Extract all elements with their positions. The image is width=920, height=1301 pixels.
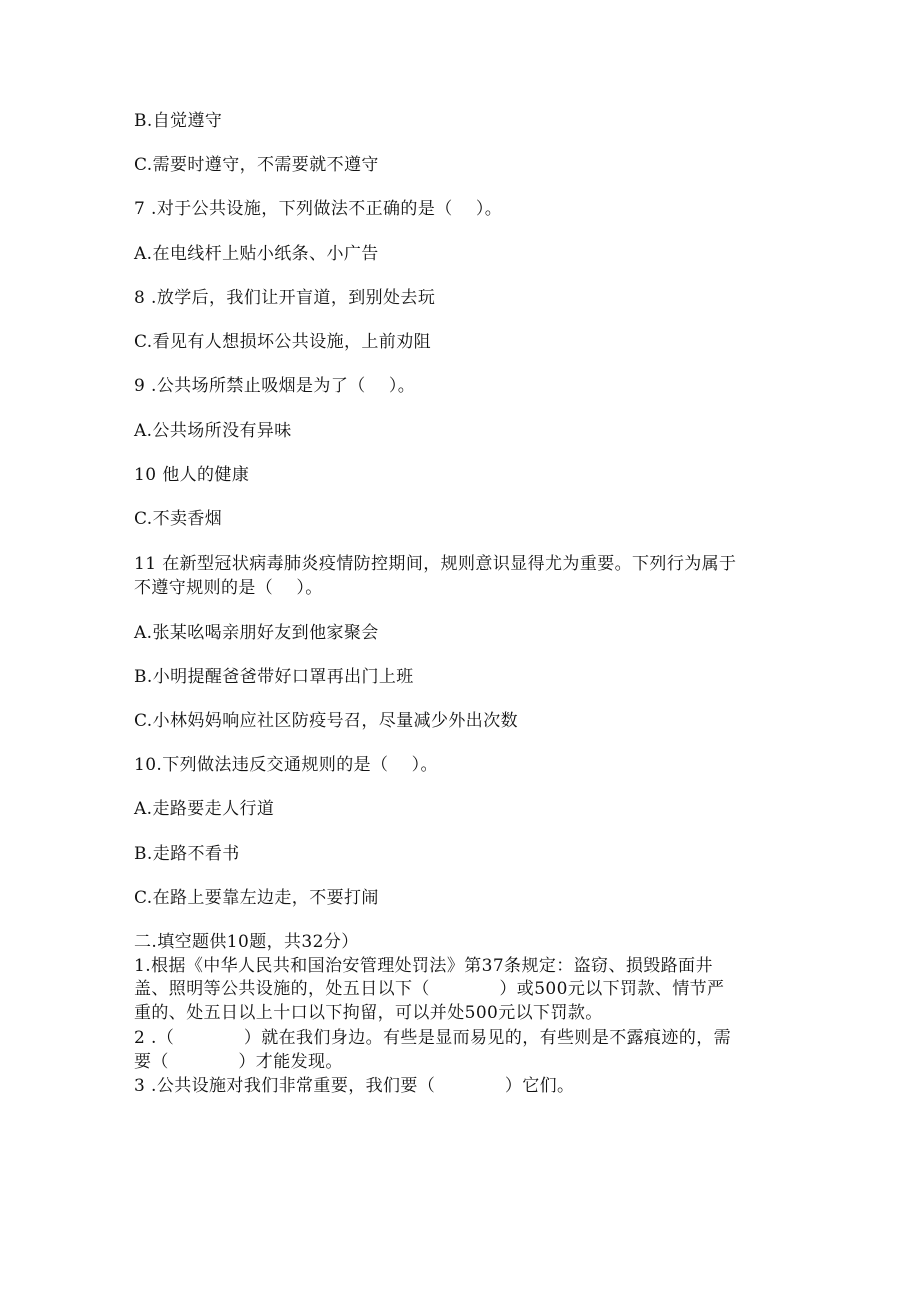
- option-11b: B.小明提醒爸爸带好口罩再出门上班: [134, 667, 414, 687]
- option-10a: A.走路要走人行道: [134, 799, 275, 819]
- option-10c: C.在路上要靠左边走，不要打闹: [134, 888, 379, 908]
- fill-question-1-line-3: 重的、处五日以上十口以下拘留，可以并处500元以下罚款。: [134, 1003, 603, 1023]
- question-10: 10.下列做法违反交通规则的是（ ）。: [134, 755, 438, 775]
- fill-question-1-line-1: 1.根据《中华人民共和国治安管理处罚法》第37条规定：盗窃、损毁路面井: [134, 956, 713, 976]
- option-10b: B.走路不看书: [134, 844, 240, 864]
- option-11c: C.小林妈妈响应社区防疫号召，尽量减少外出次数: [134, 711, 519, 731]
- section-heading-fill-in: 二.填空题供10题，共32分）: [134, 932, 359, 952]
- question-7: 7 .对于公共设施，下列做法不正确的是（ ）。: [134, 199, 503, 219]
- fill-question-2-line-2: 要（ ）才能发现。: [134, 1052, 343, 1072]
- fill-question-2-line-1: 2 .（ ）就在我们身边。有些是显而易见的，有些则是不露痕迹的，需: [134, 1028, 732, 1048]
- option-9c: C.不卖香烟: [134, 509, 223, 529]
- option-11a: A.张某吆喝亲朋好友到他家聚会: [134, 623, 379, 643]
- option-7a: A.在电线杆上贴小纸条、小广告: [134, 244, 379, 264]
- option-6b: B.自觉遵守: [134, 111, 223, 131]
- option-7c: C.看见有人想损坏公共设施，上前劝阻: [134, 332, 432, 352]
- question-11-line-1: 11 在新型冠状病毒肺炎疫情防控期间，规则意识显得尤为重要。下列行为属于: [134, 554, 737, 574]
- question-11-line-2: 不遵守规则的是（ ）。: [134, 578, 323, 598]
- fill-question-1-line-2: 盖、照明等公共设施的，处五日以下（ ）或500元以下罚款、情节严: [134, 979, 725, 999]
- option-6c: C.需要时遵守，不需要就不遵守: [134, 155, 379, 175]
- option-7b: 8 .放学后，我们让开盲道，到别处去玩: [134, 288, 436, 308]
- option-9a: A.公共场所没有异味: [134, 421, 292, 441]
- question-9: 9 .公共场所禁止吸烟是为了（ ）。: [134, 376, 416, 396]
- fill-question-3: 3 .公共设施对我们非常重要，我们要（ ）它们。: [134, 1076, 575, 1096]
- option-9b: 10 他人的健康: [134, 465, 250, 485]
